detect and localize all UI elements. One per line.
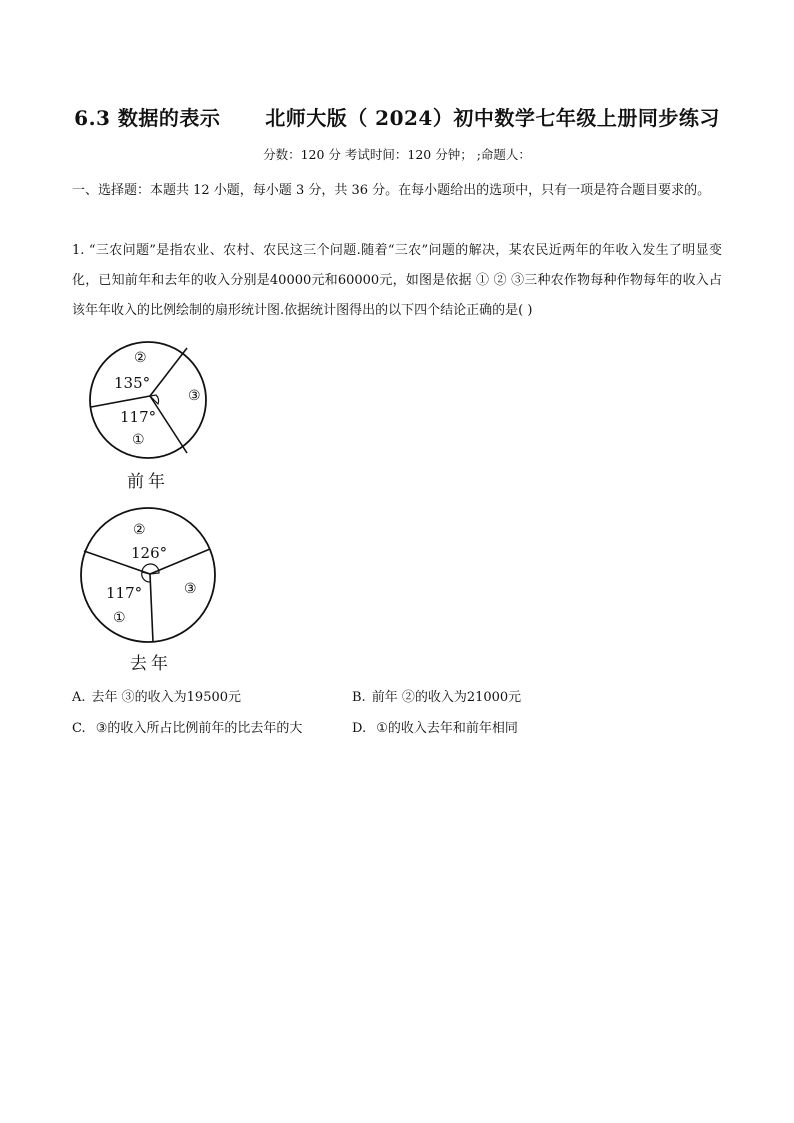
pie-caption-last: 去年 <box>130 654 172 674</box>
segment-label-1: ① <box>132 432 145 448</box>
option-d-letter: D. <box>352 721 367 736</box>
pie-chart-last <box>80 506 220 674</box>
pie-caption-before: 前年 <box>127 472 169 492</box>
segment-label-2: ② <box>133 522 146 538</box>
segment-label-1: ① <box>113 610 126 626</box>
question-1-stem: 1. “三农问题”是指农业、农村、农民这三个问题.随着“三农”问题的解决，某农民近两年的年收入发生了明显变化，已知前年和去年的收入分别是40000元和60000元，如图是依据 ① ② ③三种农作物每种作物每年的收入占该年年收入的比例绘制的扇形统计图.依据统计图得出的以下四个结论正确的是( ) <box>72 243 722 318</box>
pie-divider-1-2 <box>91 396 150 407</box>
option-a-text: 去年 ③的收入为19500元 <box>91 690 242 705</box>
pie-chart-before <box>80 340 220 492</box>
segment-label-3: ③ <box>184 581 197 597</box>
angle-label-2: 126° <box>131 544 168 562</box>
pie-outline <box>81 508 215 642</box>
exam-meta: 分数：120 分 考试时间：120 分钟； ;命题人： <box>263 147 531 162</box>
option-a[interactable] <box>72 686 241 705</box>
pie-divider-2-3 <box>150 348 187 396</box>
segment-label-2: ② <box>134 350 147 366</box>
page-title: 6.3 数据的表示 北师大版（ 2024）初中数学七年级上册同步练习 <box>74 106 720 130</box>
angle-label-1: 117° <box>106 584 143 602</box>
angle-label-1: 117° <box>120 408 157 426</box>
option-c[interactable] <box>72 717 302 736</box>
option-b[interactable] <box>352 686 521 705</box>
angle-arc <box>142 564 159 574</box>
option-d-text: ①的收入去年和前年相同 <box>372 721 518 736</box>
option-b-text: 前年 ②的收入为21000元 <box>371 690 522 705</box>
option-d[interactable] <box>352 717 518 736</box>
option-b-letter: B. <box>352 690 366 705</box>
pie-divider-1-3 <box>150 574 153 642</box>
pie-chart-last-svg <box>80 506 220 646</box>
angle-label-2: 135° <box>114 374 151 392</box>
section-instructions: 一、选择题：本题共 12 小题，每小题 3 分，共 36 分。在每小题给出的选项中，只有一项是符合题目要求的。 <box>72 183 711 198</box>
option-c-text: ③的收入所占比例前年的比去年的大 <box>91 721 303 736</box>
segment-label-3: ③ <box>188 388 201 404</box>
option-c-letter: C. <box>72 721 86 736</box>
option-a-letter: A. <box>72 690 86 705</box>
pie-chart-before-svg <box>80 340 220 460</box>
